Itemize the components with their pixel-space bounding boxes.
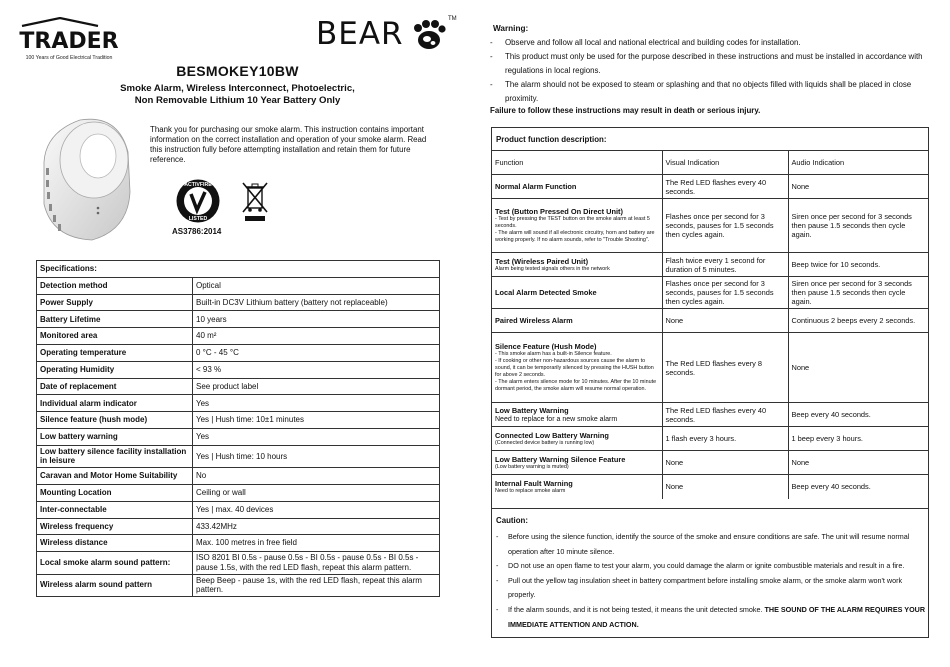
standard-label: AS3786:2014 [172, 227, 222, 236]
function-visual: Flashes once per second for 3 seconds, pauses for 1.5 seconds then cycles again. [662, 199, 788, 253]
spec-key: Wireless distance [37, 535, 193, 552]
trader-wordmark: TRADER [19, 29, 119, 54]
spec-value: 40 m² [193, 328, 440, 345]
function-description-box [491, 127, 929, 638]
spec-row [37, 518, 440, 535]
spec-row [37, 361, 440, 378]
spec-value: Yes | Hush time: 10±1 minutes [193, 412, 440, 429]
function-cell [492, 333, 662, 403]
model-number: BESMOKEY10BW [176, 63, 299, 79]
spec-row [37, 535, 440, 552]
spec-value: Max. 100 metres in free field [193, 535, 440, 552]
function-row [492, 199, 928, 253]
function-note-text: The alarm enters silence mode for 10 minutes. After the 10 minute dormant period, the smoke alarm will resume normal operation. [495, 379, 657, 392]
smoke-alarm-image [38, 112, 134, 248]
spec-key: Operating temperature [37, 344, 193, 361]
caution-list [492, 530, 926, 632]
caution-title: Caution: [496, 516, 528, 525]
function-subtext: Need to replace smoke alarm [495, 487, 566, 494]
spec-key: Wireless alarm sound pattern [37, 574, 193, 596]
function-row [492, 451, 928, 475]
spec-key: Silence feature (hush mode) [37, 412, 193, 429]
intro-paragraph: Thank you for purchasing our smoke alarm. This instruction contains important information on the correct installation and operation of your smoke alarm. Read this instruction fully before attempting installation and retain them for future reference. [150, 125, 427, 164]
function-name: Silence Feature (Hush Mode) [495, 342, 597, 351]
subtitle-line-1: Smoke Alarm, Wireless Interconnect, Photoelectric, [120, 83, 355, 94]
spec-key: Monitored area [37, 328, 193, 345]
trader-logo [16, 12, 122, 61]
function-name: Low Battery Warning [495, 405, 569, 415]
specs-title-row [37, 261, 440, 278]
bear-paw-icon [411, 18, 447, 52]
function-title: Product function description: [496, 135, 607, 144]
bear-trademark: TM [448, 16, 457, 22]
spec-key: Caravan and Motor Home Suitability [37, 468, 193, 485]
function-table [492, 150, 928, 499]
spec-value: Yes | Hush time: 10 hours [193, 445, 440, 467]
spec-value: Yes | max. 40 devices [193, 501, 440, 518]
function-note-text: If cooking or other non-hazardous sources cause the alarm to sound, it can be temporarily silenced by pressing the HUSH button for above 2 seconds. [495, 358, 654, 378]
function-cell [492, 427, 662, 451]
function-note: - If cooking or other non-hazardous sources cause the alarm to sound, it can be temporarily silenced by pressing the HUSH button for above 2 seconds. [495, 358, 654, 378]
function-row [492, 175, 928, 199]
warning-item: - Observe and follow all local and national electrical and building codes for installation. [490, 36, 930, 50]
spec-key: Operating Humidity [37, 361, 193, 378]
spec-row [37, 344, 440, 361]
spec-row [37, 552, 440, 574]
function-row [492, 475, 928, 499]
spec-value: 10 years [193, 311, 440, 328]
function-cell [492, 451, 662, 475]
function-visual: The Red LED flashes every 40 seconds. [662, 403, 788, 427]
listed-label: LISTED [188, 216, 208, 222]
spec-row [37, 501, 440, 518]
spec-value: Yes [193, 428, 440, 445]
function-visual: None [662, 475, 788, 499]
caution-last-emphasis: THE SOUND OF THE ALARM REQUIRES YOUR IMMEDIATE ATTENTION AND ACTION. [508, 604, 926, 629]
function-subtext: Need to replace for a new smoke alarm [495, 415, 618, 423]
trader-tagline: 100 Years of Good Electrical Tradition [25, 55, 113, 61]
warning-item: - This product must only be used for the purpose described in these instructions and must be installed in accordance with regulations in local regions. [490, 50, 930, 78]
function-name: Normal Alarm Function [492, 175, 662, 199]
function-subtext: (Low battery warning is muted) [495, 463, 569, 470]
function-subtext: (Connected device battery is running low) [495, 439, 595, 446]
function-visual: Flashes once per second for 3 seconds, pauses for 1.5 seconds then cycles again. [662, 277, 788, 309]
spec-key: Mounting Location [37, 484, 193, 501]
spec-row [37, 277, 440, 294]
function-visual: None [662, 309, 788, 333]
function-audio: None [788, 451, 928, 475]
function-cell [492, 403, 662, 427]
spec-key: Power Supply [37, 294, 193, 311]
spec-value: Yes [193, 395, 440, 412]
spec-value: Ceiling or wall [193, 484, 440, 501]
function-audio: Beep every 40 seconds. [788, 475, 928, 499]
product-subtitle [40, 83, 435, 107]
function-visual: 1 flash every 3 hours. [662, 427, 788, 451]
caution-section [492, 508, 928, 629]
warning-list [490, 36, 930, 106]
specifications-table [36, 260, 440, 597]
warning-item: - The alarm should not be exposed to steam or splashing and that no objects filled with liquids shall be placed in close proximity. [490, 78, 930, 106]
spec-row [37, 311, 440, 328]
function-cell [492, 253, 662, 277]
function-row [492, 403, 928, 427]
right-page [475, 0, 950, 667]
specs-title: Specifications: [37, 261, 440, 278]
function-note-text: The alarm will sound if all electronic circuitry, horn and battery are working properly. If no alarm sounds, refer to "Trouble Shooting". [495, 230, 655, 243]
spec-value: < 93 % [193, 361, 440, 378]
header-visual: Visual Indication [662, 151, 788, 175]
trader-roof-icon [16, 17, 104, 27]
spec-value: 433.42MHz [193, 518, 440, 535]
spec-row [37, 328, 440, 345]
spec-key: Low battery silence facility installation in leisure [37, 445, 193, 467]
warning-title: Warning: [493, 24, 529, 33]
caution-item: - Before using the silence function, identify the source of the smoke and ensure conditions are safe. The unit will resume normal operation after 10 minute silence. [492, 530, 926, 559]
function-audio: Beep every 40 seconds. [788, 403, 928, 427]
function-note-text: This smoke alarm has a built-in Silence feature. [498, 351, 612, 357]
spec-row [37, 484, 440, 501]
function-visual: Flash twice every 1 second for duration of 5 minutes. [662, 253, 788, 277]
function-name: Internal Fault Warning [495, 478, 573, 488]
spec-value: 0 °C - 45 °C [193, 344, 440, 361]
function-name: Test (Wireless Paired Unit) [495, 256, 589, 266]
spec-row [37, 294, 440, 311]
spec-value: ISO 8201 BI 0.5s - pause 0.5s - BI 0.5s - pause 0.5s - BI 0.5s - pause 1.5s, with the red LED flash, repeat this alarm pattern. [193, 552, 440, 574]
spec-row [37, 574, 440, 596]
function-note: - This smoke alarm has a built-in Silence feature. [495, 351, 612, 357]
caution-last-text: If the alarm sounds, and it is not being tested, it means the unit detected smoke. [508, 604, 765, 614]
function-audio: 1 beep every 3 hours. [788, 427, 928, 451]
activfire-listed-icon [175, 178, 221, 224]
spec-key: Inter-connectable [37, 501, 193, 518]
spec-row [37, 378, 440, 395]
spec-key: Local smoke alarm sound pattern: [37, 552, 193, 574]
function-audio: Siren once per second for 3 seconds then pause 1.5 seconds then cycle again. [788, 199, 928, 253]
spec-value: Beep Beep - pause 1s, with the red LED flash, repeat this alarm pattern. [193, 574, 440, 596]
spec-row [37, 395, 440, 412]
bear-logo [316, 16, 462, 52]
function-name: Connected Low Battery Warning [495, 430, 609, 440]
function-subtext: Alarm being tested signals others in the network [495, 265, 610, 272]
spec-row [37, 428, 440, 445]
function-note: - Test by pressing the TEST button on the smoke alarm at least 5 seconds. [495, 216, 650, 229]
spec-key: Date of replacement [37, 378, 193, 395]
bear-wordmark: BEAR [316, 16, 404, 52]
spec-value: Built-in DC3V Lithium battery (battery not replaceable) [193, 294, 440, 311]
spec-row [37, 445, 440, 467]
function-header-row [492, 151, 928, 175]
spec-key: Battery Lifetime [37, 311, 193, 328]
function-note: - The alarm will sound if all electronic circuitry, horn and battery are working properly. If no alarm sounds, refer to "Trouble Shooting". [495, 230, 655, 243]
warning-final: Failure to follow these instructions may result in death or serious injury. [490, 106, 761, 115]
function-row [492, 253, 928, 277]
function-visual: The Red LED flashes every 8 seconds. [662, 333, 788, 403]
subtitle-line-2: Non Removable Lithium 10 Year Battery Only [134, 95, 341, 106]
function-audio: Beep twice for 10 seconds. [788, 253, 928, 277]
function-note: - The alarm enters silence mode for 10 minutes. After the 10 minute dormant period, the smoke alarm will resume normal operation. [495, 379, 657, 392]
spec-key: Wireless frequency [37, 518, 193, 535]
spec-value: See product label [193, 378, 440, 395]
function-row [492, 277, 928, 309]
spec-value: No [193, 468, 440, 485]
function-cell [492, 475, 662, 499]
function-visual: None [662, 451, 788, 475]
function-visual: The Red LED flashes every 40 seconds. [662, 175, 788, 199]
spec-key: Low battery warning [37, 428, 193, 445]
function-row [492, 333, 928, 403]
caution-item: - Pull out the yellow tag insulation sheet in battery compartment before installing smoke alarm, or the smoke alarm won't work properly. [492, 574, 926, 603]
caution-item: - DO not use an open flame to test your alarm, you could damage the alarm or ignite combustible materials and result in a fire. [492, 559, 926, 574]
function-row [492, 427, 928, 451]
function-name: Paired Wireless Alarm [492, 309, 662, 333]
function-name: Local Alarm Detected Smoke [492, 277, 662, 309]
spec-row [37, 412, 440, 429]
function-audio: None [788, 175, 928, 199]
function-name: Test (Button Pressed On Direct Unit) [495, 207, 623, 216]
caution-item [492, 603, 926, 632]
function-audio: Continuous 2 beeps every 2 seconds. [788, 309, 928, 333]
spec-key: Individual alarm indicator [37, 395, 193, 412]
function-audio: Siren once per second for 3 seconds then pause 1.5 seconds then cycle again. [788, 277, 928, 309]
function-cell [492, 199, 662, 253]
spec-value: Optical [193, 277, 440, 294]
spec-key: Detection method [37, 277, 193, 294]
header-audio: Audio Indication [788, 151, 928, 175]
function-row [492, 309, 928, 333]
weee-bin-icon [240, 180, 270, 222]
header-function: Function [492, 151, 662, 175]
spec-row [37, 468, 440, 485]
function-note-text: Test by pressing the TEST button on the smoke alarm at least 5 seconds. [495, 216, 650, 229]
function-name: Low Battery Warning Silence Feature [495, 454, 626, 464]
function-audio: None [788, 333, 928, 403]
activfire-label: ACTIVFIRE [184, 182, 212, 188]
